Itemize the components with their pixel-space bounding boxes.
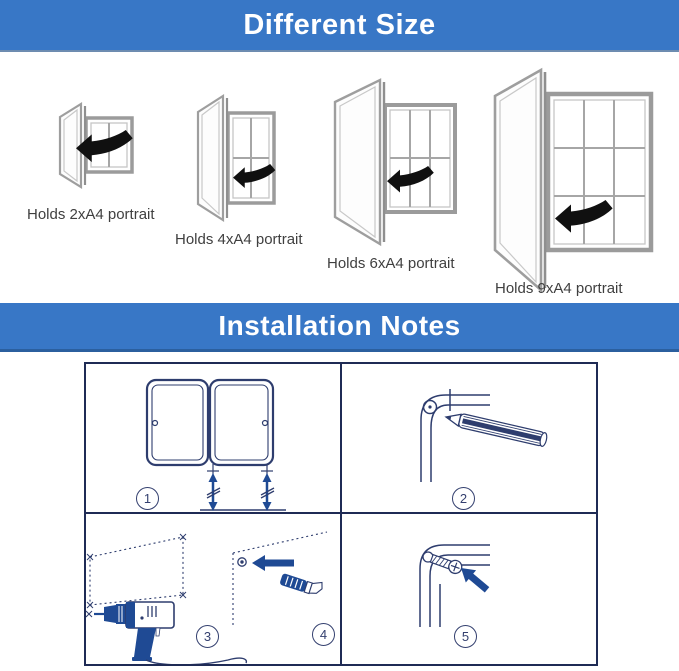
board-2xa4-illustration	[48, 92, 158, 204]
wall-marking-outline	[90, 537, 183, 605]
power-cord	[146, 658, 246, 664]
open-door	[335, 80, 384, 244]
open-door	[495, 70, 545, 290]
board-9xa4-illustration	[483, 64, 675, 296]
insert-arrow-icon	[252, 555, 294, 571]
board-4xa4-illustration	[178, 88, 308, 230]
drill-icon	[94, 602, 246, 664]
pencil-icon	[444, 410, 548, 447]
step-3-badge: 3	[196, 625, 219, 648]
wall-plug-icon	[279, 570, 324, 597]
step-1-diagram	[86, 364, 340, 512]
open-door	[198, 96, 227, 220]
size-label-2xa4: Holds 2xA4 portrait	[27, 206, 155, 223]
wall-edge-dotted	[233, 532, 327, 628]
installation-notes-banner: Installation Notes	[0, 303, 679, 352]
different-size-banner: Different Size	[0, 0, 679, 52]
board-frame	[548, 94, 651, 250]
board-frame	[385, 105, 455, 212]
lock-icon	[153, 421, 158, 426]
board-frame	[228, 113, 274, 203]
board-6xa4-illustration	[325, 72, 467, 257]
step-4-badge: 4	[312, 623, 335, 646]
size-label-4xa4: Holds 4xA4 portrait	[175, 231, 303, 248]
step-5-badge: 5	[454, 625, 477, 648]
size-label-9xa4: Holds 9xA4 portrait	[495, 280, 623, 297]
installation-diagram-grid	[84, 362, 598, 666]
lock-icon	[263, 421, 268, 426]
step-2-badge: 2	[452, 487, 475, 510]
drill-hole-mark	[428, 405, 431, 408]
step-1-badge: 1	[136, 487, 159, 510]
size-label-6xa4: Holds 6xA4 portrait	[327, 255, 455, 272]
